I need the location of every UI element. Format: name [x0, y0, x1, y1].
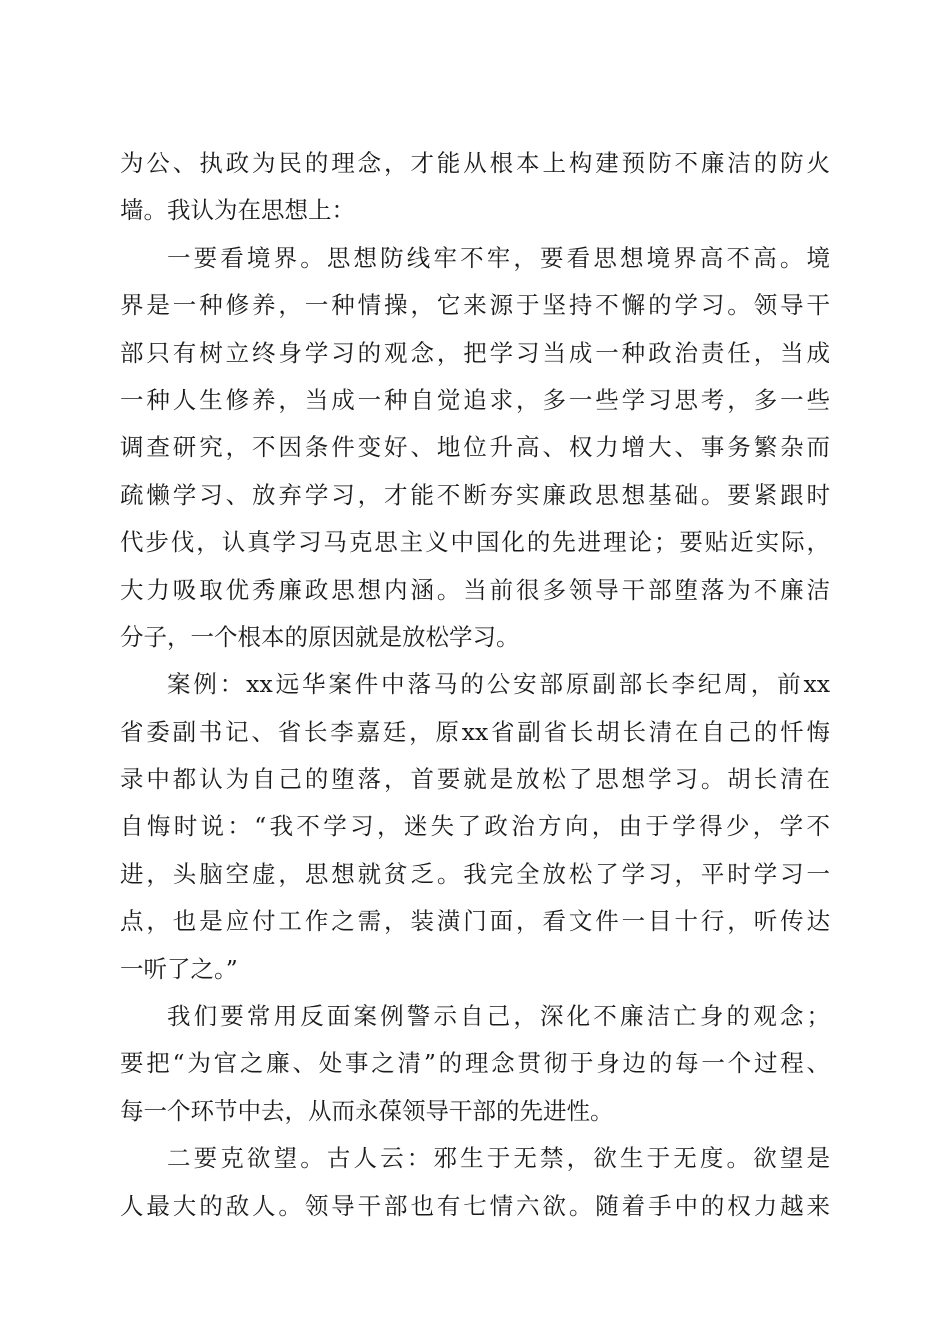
text-line: 分子，一个根本的原因就是放松学习。: [120, 622, 520, 651]
text-line: 每一个环节中去，从而永葆领导干部的先进性。: [120, 1096, 614, 1125]
text-line: 要把“为官之廉、处事之清”的理念贯彻于身边的每一个过程、: [120, 1049, 830, 1078]
text-line: 自悔时说：“我不学习，迷失了政治方向，由于学得少，学不: [120, 812, 830, 841]
text-line: 墙。我认为在思想上：: [120, 196, 355, 225]
text-line: 疏懒学习、放弃学习，才能不断夯实廉政思想基础。要紧跟时: [120, 480, 830, 509]
text-line: 为公、执政为民的理念，才能从根本上构建预防不廉洁的防火: [120, 149, 830, 177]
text-line: 人最大的敌人。领导干部也有七情六欲。随着手中的权力越来: [120, 1191, 830, 1220]
text-line: 界是一种修养，一种情操，它来源于坚持不懈的学习。领导干: [120, 291, 830, 320]
text-line: 部只有树立终身学习的观念，把学习当成一种政治责任，当成: [120, 338, 830, 367]
text-line: 一种人生修养，当成一种自觉追求，多一些学习思考，多一些: [120, 385, 830, 414]
text-line: 省委副书记、省长李嘉廷，原xx省副省长胡长清在自己的忏悔: [120, 717, 830, 746]
text-line: 进，头脑空虚，思想就贫乏。我完全放松了学习，平时学习一: [120, 859, 830, 888]
paragraph-first-line: 一要看境界。思想防线牢不牢，要看思想境界高不高。境: [167, 243, 830, 272]
body-text: [120, 140, 830, 1230]
paragraph-first-line: 二要克欲望。古人云：邪生于无禁，欲生于无度。欲望是: [167, 1144, 830, 1173]
text-line: 点，也是应付工作之需，装潢门面，看文件一目十行，听传达: [120, 907, 830, 936]
text-line: 大力吸取优秀廉政思想内涵。当前很多领导干部堕落为不廉洁: [120, 575, 830, 604]
paragraph-first-line: 我们要常用反面案例警示自己，深化不廉洁亡身的观念；: [167, 1002, 830, 1031]
text-line: 调查研究，不因条件变好、地位升高、权力增大、事务繁杂而: [120, 433, 830, 462]
paragraph-first-line: 案例：xx远华案件中落马的公安部原副部长李纪周，前xx: [167, 670, 830, 699]
text-line: 代步伐，认真学习马克思主义中国化的先进理论；要贴近实际，: [120, 528, 830, 557]
text-line: 录中都认为自己的堕落，首要就是放松了思想学习。胡长清在: [120, 765, 830, 794]
text-line: 一听了之。”: [120, 954, 238, 983]
